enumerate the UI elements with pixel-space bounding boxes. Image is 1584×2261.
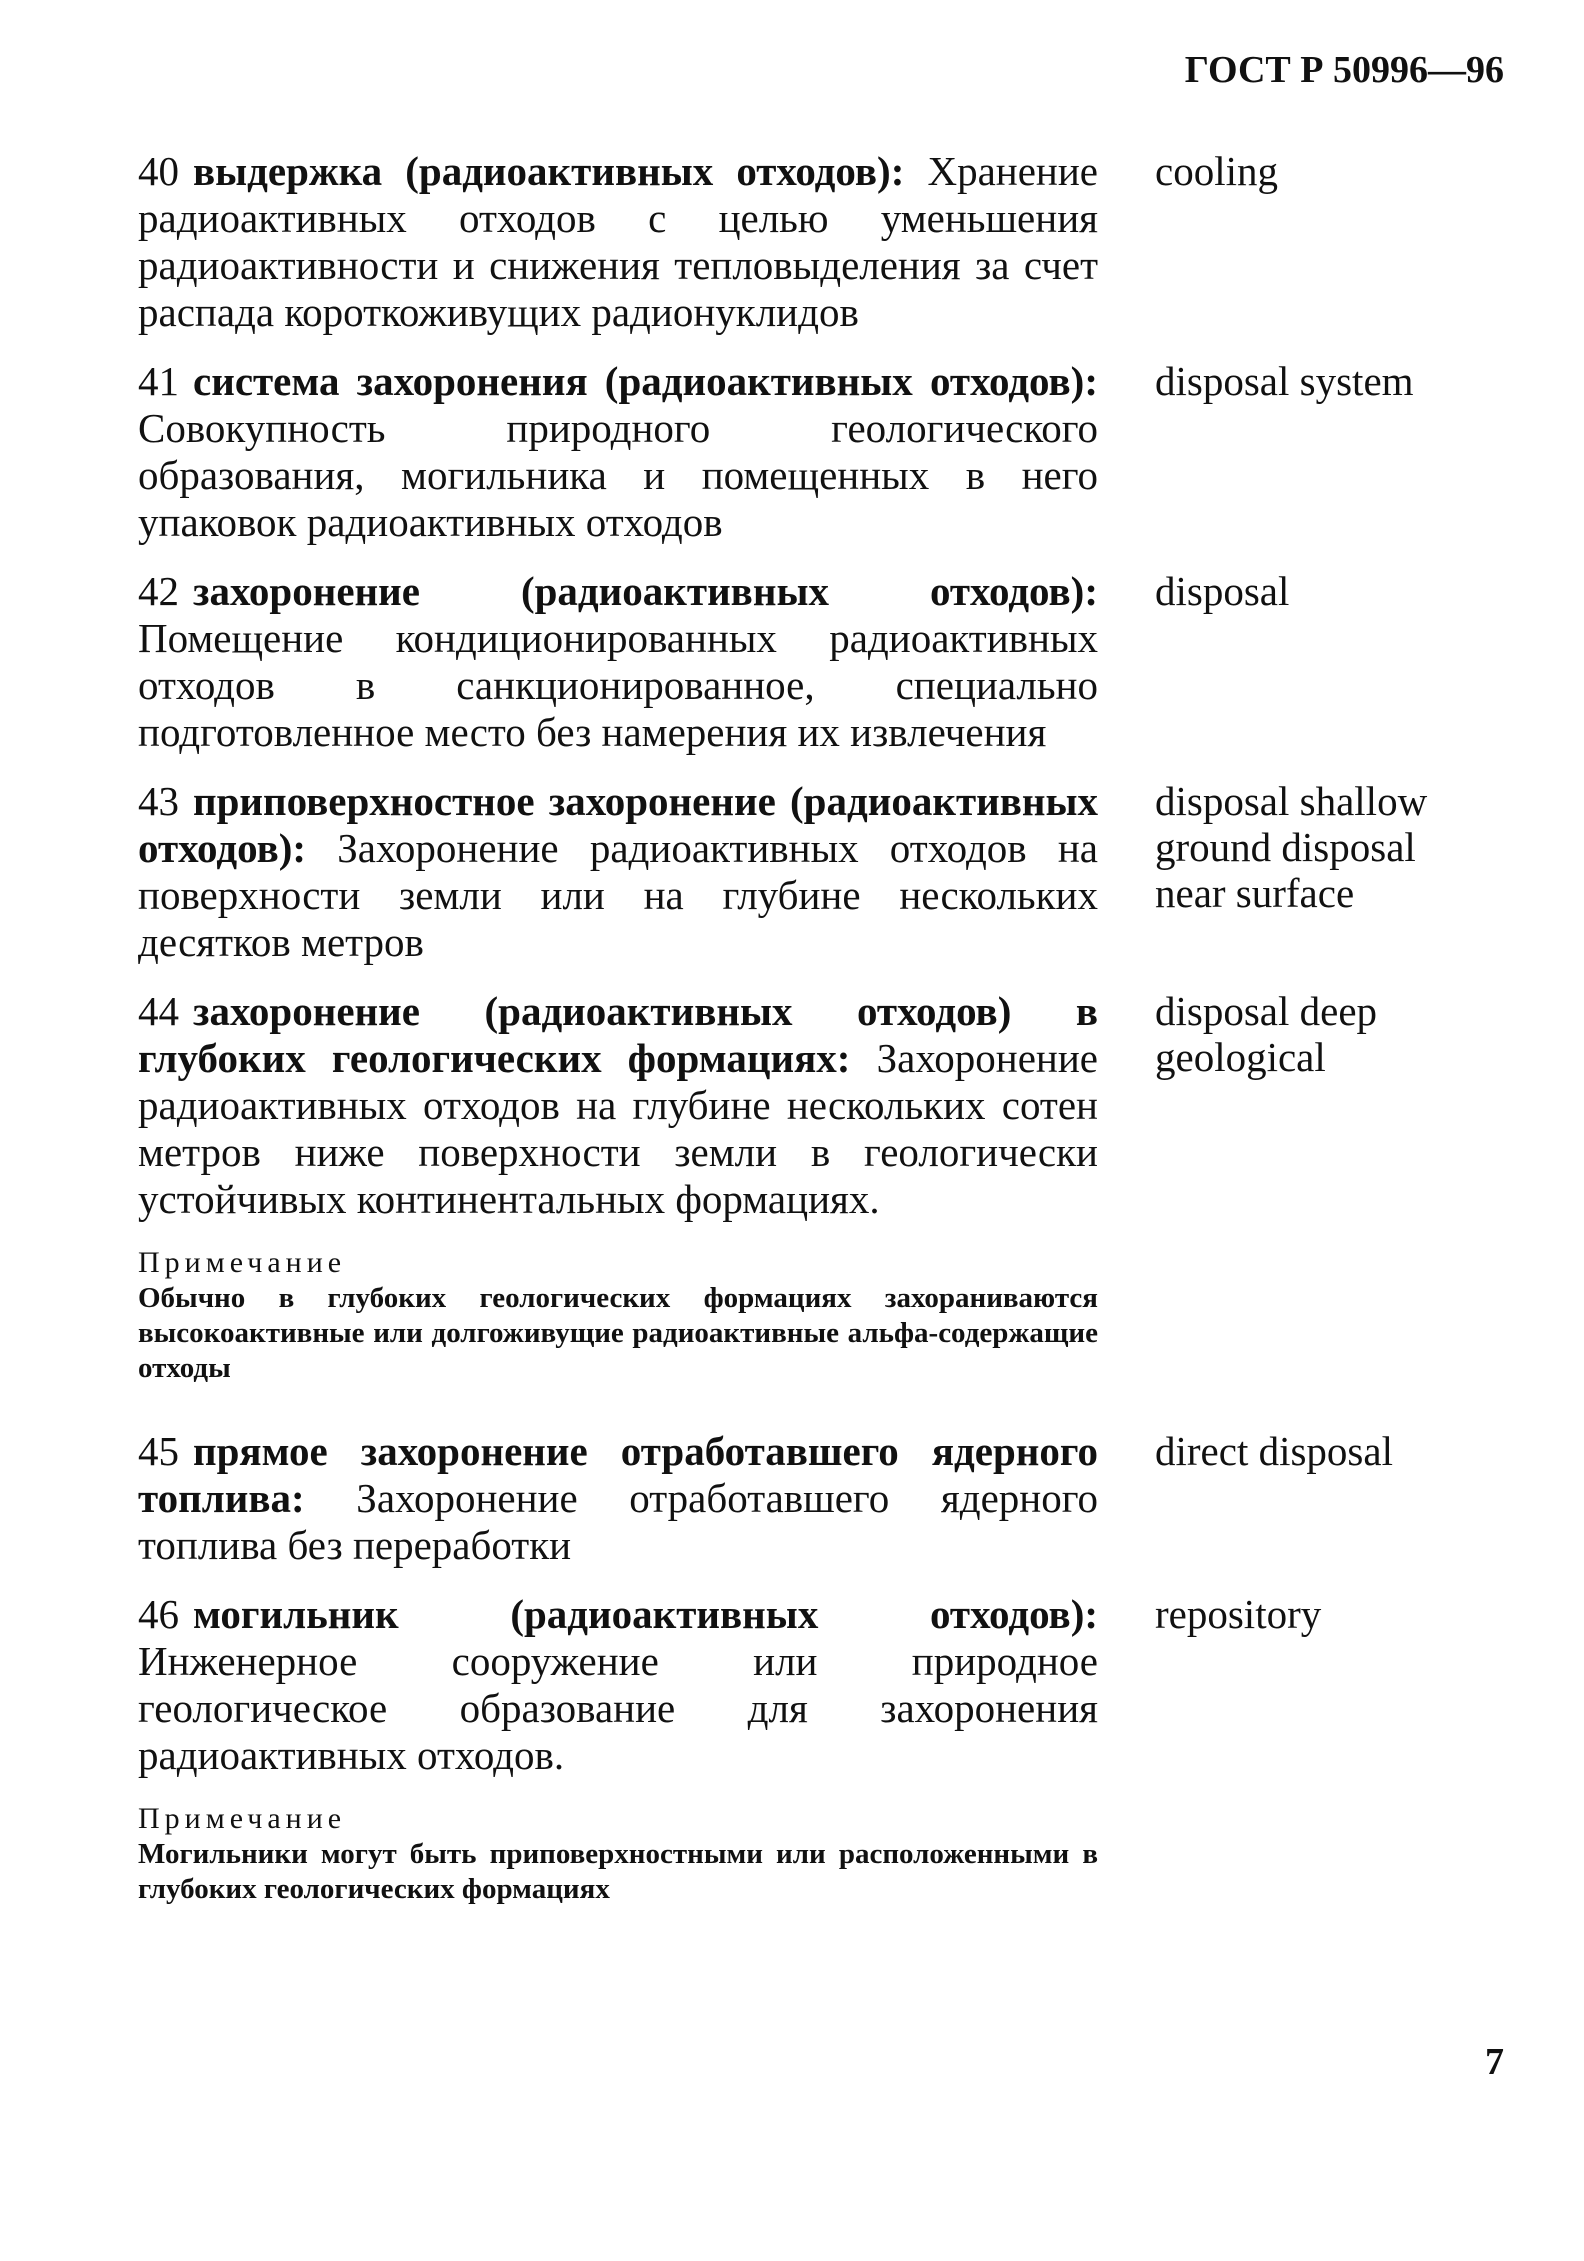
term-entry-41	[138, 358, 1488, 546]
term-definition: Совокупность природного геологического образования, могильника и помещенных в него упаковок радиоактивных отходов	[138, 405, 1098, 545]
term-name: могильник (радиоактивных отходов):	[193, 1591, 1098, 1637]
term-body	[138, 358, 1098, 546]
term-name: захоронение (радиоактивных отходов):	[193, 568, 1098, 614]
term-name: выдержка (радиоактивных отходов):	[193, 148, 905, 194]
term-body	[138, 148, 1098, 336]
term-english-equivalent: repository	[1155, 1591, 1322, 1637]
term-body	[138, 988, 1098, 1223]
term-number: 45	[138, 1428, 179, 1474]
term-number: 44	[138, 988, 179, 1034]
term-entry-45	[138, 1428, 1488, 1569]
term-number: 41	[138, 358, 179, 404]
term-entry-40	[138, 148, 1488, 336]
term-entry-44	[138, 988, 1488, 1223]
term-entry-46	[138, 1591, 1488, 1779]
note-label: Примечание	[138, 1802, 347, 1835]
note-text: Могильники могут быть приповерхностными или расположенными в глубоких геологических формациях	[138, 1838, 1098, 1905]
term-definition: Захоронение радиоактивных отходов на поверхности земли или на глубине нескольких десятков метров	[138, 825, 1099, 965]
term-body	[138, 778, 1098, 966]
term-body	[138, 1591, 1098, 1779]
document-code: ГОСТ Р 50996—96	[1184, 49, 1504, 91]
terms-list	[138, 148, 1488, 1949]
term-body	[138, 1428, 1098, 1569]
term-number: 40	[138, 148, 179, 194]
term-name: прямое захоронение отработавшего ядерного топлива:	[138, 1428, 1098, 1521]
term-english-equivalent: disposal system	[1155, 358, 1414, 404]
term-english-equivalent: cooling	[1155, 148, 1278, 194]
note-term-46	[138, 1801, 1098, 1907]
term-definition: Захоронение отработавшего ядерного топлива без переработки	[138, 1475, 1099, 1568]
term-definition: Инженерное сооружение или природное геологическое образование для захоронения радиоактивных отходов.	[138, 1638, 1098, 1778]
term-name: захоронение (радиоактивных отходов) в глубоких геологических формациях:	[138, 988, 1098, 1081]
note-text: Обычно в глубоких геологических формациях захораниваются высокоактивные или долгоживущие радиоактивные альфа-содержащие отходы	[138, 1282, 1098, 1384]
term-entry-43	[138, 778, 1488, 966]
term-english-equivalent: disposal deep geological	[1155, 988, 1378, 1080]
term-english-equivalent: disposal	[1155, 568, 1290, 614]
term-entry-42	[138, 568, 1488, 756]
term-definition: Помещение кондиционированных радиоактивных отходов в санкционированное, специально подготовленное место без намерения их извлечения	[138, 615, 1098, 755]
term-number: 46	[138, 1591, 179, 1637]
term-definition: Хранение радиоактивных отходов с целью уменьшения радиоактивности и снижения тепловыделения за счет распада короткоживущих радионуклидов	[138, 148, 1098, 335]
term-english-equivalent: disposal shallow ground disposal near surface	[1155, 778, 1428, 916]
term-name: система захоронения (радиоактивных отходов):	[193, 358, 1098, 404]
term-definition: Захоронение радиоактивных отходов на глубине нескольких сотен метров ниже поверхности земли в геологически устойчивых континентальных формациях.	[138, 1035, 1098, 1222]
note-term-44	[138, 1245, 1098, 1386]
note-label: Примечание	[138, 1246, 347, 1279]
term-name: приповерхностное захоронение (радиоактивных отходов):	[138, 778, 1098, 871]
term-body	[138, 568, 1098, 756]
term-number: 43	[138, 778, 179, 824]
term-english-equivalent: direct disposal	[1155, 1428, 1393, 1474]
page-number: 7	[1485, 2041, 1504, 2083]
term-number: 42	[138, 568, 179, 614]
